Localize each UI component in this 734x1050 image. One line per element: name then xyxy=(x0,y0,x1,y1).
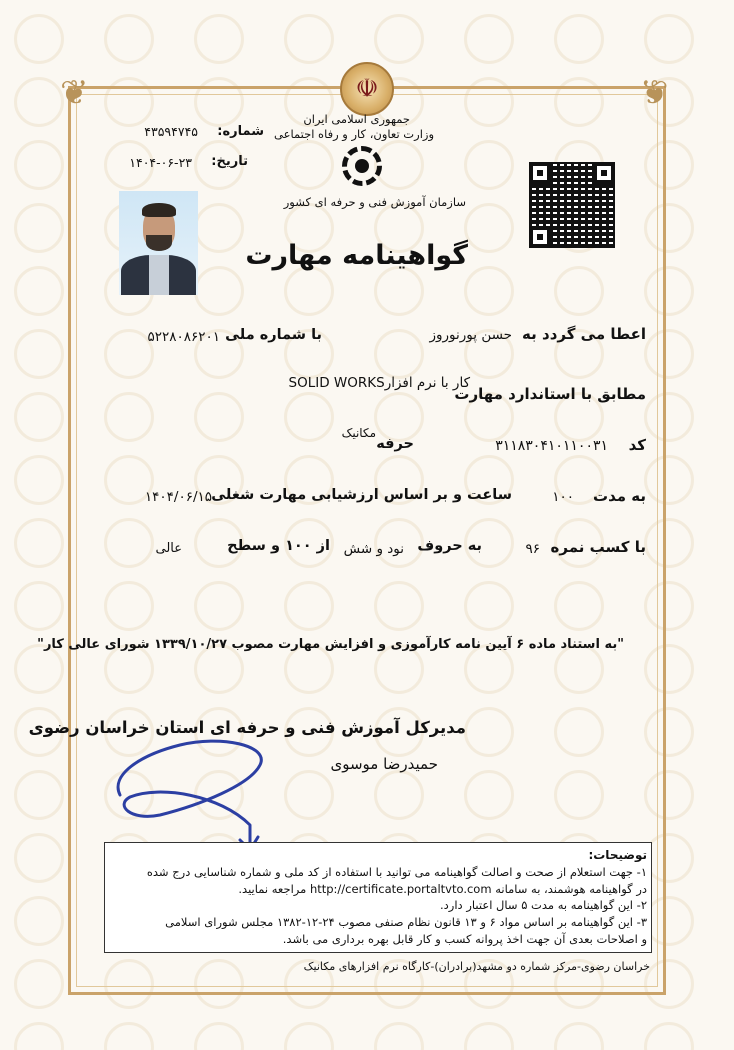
duration-label: به مدت xyxy=(593,487,646,505)
standard-value: کار با نرم افزارSOLID WORKS xyxy=(288,375,470,391)
iran-emblem-icon: ☫ xyxy=(340,62,394,116)
footer-location: خراسان رضوی-مرکز شماره دو مشهد(برادران)-کارگاه نرم افزارهای مکانیک xyxy=(303,960,650,973)
level: عالی xyxy=(155,541,182,556)
signatory-title: مدیرکل آموزش فنی و حرفه ای استان خراسان رضوی xyxy=(28,718,466,737)
watermark-logo-icon xyxy=(14,392,64,442)
watermark-logo-icon xyxy=(104,1022,154,1050)
notes-heading: توضیحات: xyxy=(588,848,647,862)
note-line: ۲- این گواهینامه به مدت ۵ سال اعتبار دارد. xyxy=(440,898,647,913)
watermark-logo-icon xyxy=(14,770,64,820)
watermark-logo-icon xyxy=(194,1022,244,1050)
score-words: نود و شش xyxy=(343,541,404,557)
watermark-logo-icon xyxy=(374,14,424,64)
watermark-logo-icon xyxy=(374,1022,424,1050)
watermark-logo-icon xyxy=(14,203,64,253)
watermark-logo-icon xyxy=(644,1022,694,1050)
trade-value: مکانیک xyxy=(341,426,376,440)
code-label: کد xyxy=(628,436,646,454)
national-id: ۵۲۲۸۰۸۶۲۰۱ xyxy=(147,329,220,345)
certificate-title: گواهینامه مهارت xyxy=(245,240,468,271)
note-line: و اصلاحات بعدی آن جهت اخذ پروانه کسب و کار قابل بهره برداری می باشد. xyxy=(282,931,647,946)
note-line: ۳- این گواهینامه بر اساس مواد ۶ و ۱۳ قانون نظام صنفی مصوب ۲۴-۱۲-۱۳۸۲ مجلس شورای اسلامی xyxy=(165,915,647,930)
score-value: ۹۶ xyxy=(525,541,540,557)
watermark-logo-icon xyxy=(194,14,244,64)
watermark-logo-icon xyxy=(284,14,334,64)
standard-label: مطابق با استاندارد مهارت xyxy=(454,385,646,403)
watermark-logo-icon xyxy=(554,1022,604,1050)
in-words-label: به حروف xyxy=(417,538,482,554)
watermark-logo-icon xyxy=(14,329,64,379)
country-name: جمهوری اسلامی ایران xyxy=(303,112,410,126)
corner-ornament-icon: ❦ xyxy=(60,73,89,113)
note-line: ۱- جهت استعلام از صحت و اصالت گواهینامه می توانید با استفاده از کد ملی و شماره شناسایی درج شده xyxy=(146,864,647,879)
holder-name: حسن پورنوروز xyxy=(429,327,512,343)
watermark-logo-icon xyxy=(14,833,64,883)
signature xyxy=(100,725,280,855)
watermark-logo-icon xyxy=(14,896,64,946)
watermark-logo-icon xyxy=(14,1022,64,1050)
ministry-name: وزارت تعاون، کار و رفاه اجتماعی xyxy=(274,127,434,141)
qr-code xyxy=(529,162,615,248)
number-value: ۴۳۵۹۴۷۴۵ xyxy=(144,124,198,139)
organization-name: سازمان آموزش فنی و حرفه ای کشور xyxy=(283,195,466,209)
watermark-logo-icon xyxy=(14,77,64,127)
watermark-logo-icon xyxy=(14,266,64,316)
out-of-label: از ۱۰۰ و سطح xyxy=(227,538,330,554)
watermark-logo-icon xyxy=(644,14,694,64)
watermark-logo-icon xyxy=(464,1022,514,1050)
signatory-name: حمیدرضا موسوی xyxy=(330,755,438,773)
watermark-logo-icon xyxy=(14,140,64,190)
date-value: ۱۴۰۴-۰۶-۲۳ xyxy=(129,155,192,170)
watermark-logo-icon xyxy=(14,581,64,631)
code-value: ۳۱۱۸۳۰۴۱۰۱۱۰۰۳۱ xyxy=(495,438,608,454)
assessment-date: ۱۴۰۴/۰۶/۱۵ xyxy=(144,489,212,505)
watermark-logo-icon xyxy=(14,959,64,1009)
holder-photo xyxy=(119,191,198,295)
watermark-logo-icon xyxy=(284,1022,334,1050)
duration-value: ۱۰۰ xyxy=(552,489,574,505)
watermark-logo-icon xyxy=(14,455,64,505)
watermark-logo-icon xyxy=(104,14,154,64)
trade-label: حرفه xyxy=(376,436,414,452)
number-label: شماره: xyxy=(217,124,264,139)
date-label: تاریخ: xyxy=(211,154,248,169)
hours-label: ساعت و بر اساس ارزشیابی مهارت شغلی xyxy=(211,487,512,503)
watermark-logo-icon xyxy=(14,14,64,64)
legal-basis: "به استناد ماده ۶ آیین نامه کارآموزی و افزایش مهارت مصوب ۱۳۳۹/۱۰/۲۷ شورای عالی کار" xyxy=(37,637,624,652)
score-label: با کسب نمره xyxy=(550,538,646,556)
corner-ornament-icon: ❦ xyxy=(640,73,669,113)
tvto-logo-icon xyxy=(342,146,382,186)
note-line: در گواهینامه هوشمند، به سامانه http://certificate.portaltvto.com مراجعه نمایید. xyxy=(238,881,647,896)
notes-box xyxy=(104,842,652,953)
watermark-logo-icon xyxy=(554,14,604,64)
watermark-logo-icon xyxy=(464,14,514,64)
awarded-to-label: اعطا می گردد به xyxy=(522,325,646,343)
national-id-label: با شماره ملی xyxy=(225,327,322,343)
watermark-logo-icon xyxy=(14,518,64,568)
